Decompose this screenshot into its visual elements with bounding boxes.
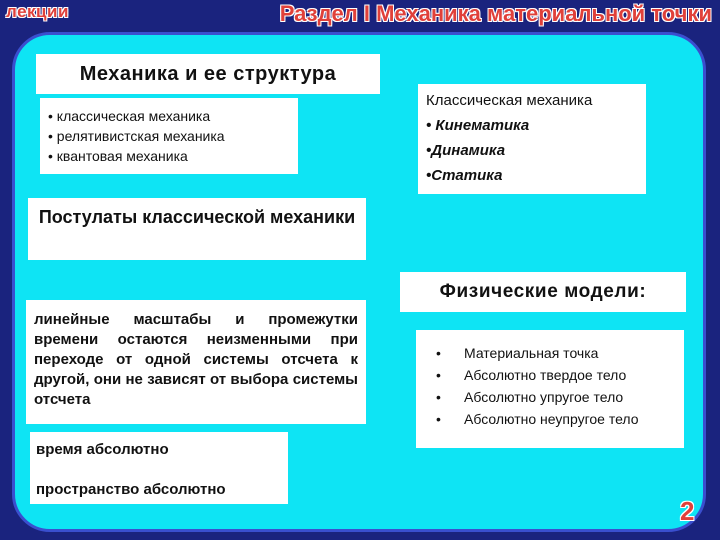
- list-item: •Динамика: [426, 142, 506, 159]
- postulates-title: Постулаты классической механики: [28, 198, 366, 260]
- list-item: • Абсолютно твердое тело: [428, 364, 672, 386]
- absolutes-box: [30, 432, 288, 504]
- space-absolute-text: пространство абсолютно: [36, 481, 226, 498]
- classical-mechanics-box: [418, 84, 646, 194]
- physical-models-list: [416, 330, 684, 448]
- section-title: Раздел I Механика материальной точки: [279, 1, 712, 26]
- physical-models-title: Физические модели:: [400, 272, 686, 312]
- scales-postulate: линейные масштабы и промежутки времени остаются неизменными при переходе от одной системы отсчета к другой, они не зависят от выбора системы отсчета: [26, 300, 366, 424]
- list-item: • релятивистская механика: [48, 128, 225, 144]
- time-absolute-text: время абсолютно: [36, 441, 169, 458]
- list-item: • Кинематика: [426, 117, 530, 134]
- list-item: • Материальная точка: [428, 342, 672, 364]
- list-item: • классическая механика: [48, 108, 211, 124]
- list-item: • Абсолютно неупругое тело: [428, 408, 672, 430]
- page-number: 2: [680, 496, 695, 526]
- lectures-label: лекции: [6, 2, 69, 21]
- structure-title: Механика и ее структура: [36, 54, 380, 94]
- list-item: •Статика: [426, 167, 503, 184]
- classical-mechanics-title: Классическая механика: [426, 92, 593, 109]
- list-item: • Абсолютно упругое тело: [428, 386, 672, 408]
- list-item: • квантовая механика: [48, 148, 188, 164]
- structure-list: [40, 98, 298, 174]
